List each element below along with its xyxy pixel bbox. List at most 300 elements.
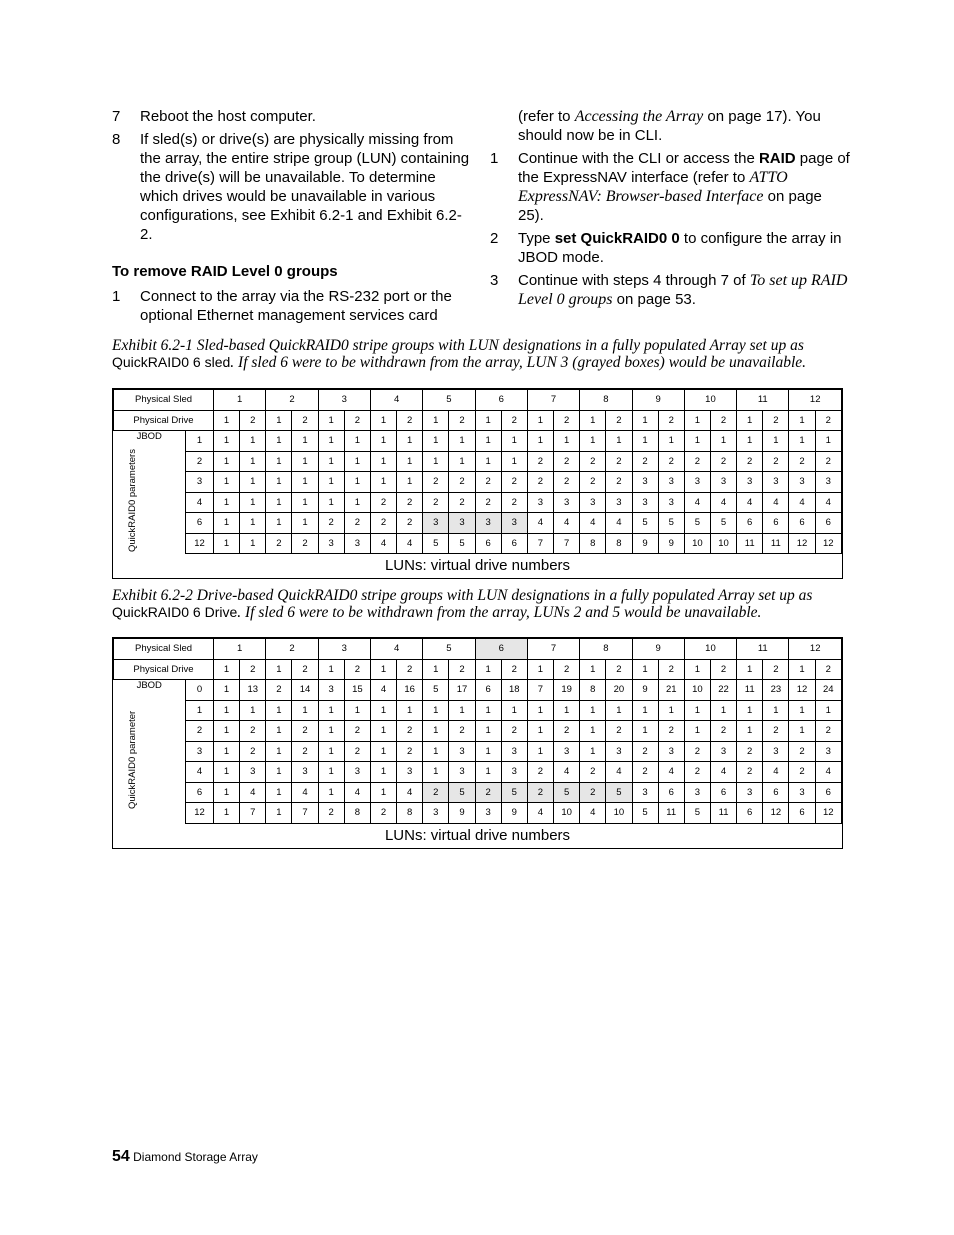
lun-cell: 3 xyxy=(658,741,684,762)
lun-cell: 2 xyxy=(501,472,527,493)
lun-cell: 12 xyxy=(763,803,789,824)
remove-step-1-cont xyxy=(490,149,850,225)
caption-setting: QuickRAID0 6 Drive xyxy=(112,604,238,620)
lun-cell: 3 xyxy=(423,803,449,824)
lun-cell: 1 xyxy=(214,492,240,513)
lun-cell: 2 xyxy=(266,533,292,554)
lun-cell: 1 xyxy=(266,741,292,762)
lun-cell: 1 xyxy=(580,741,606,762)
lun-cell: 2 xyxy=(606,451,632,472)
lun-cell: 9 xyxy=(501,803,527,824)
lun-cell: 2 xyxy=(710,721,736,742)
lun-cell: 1 xyxy=(266,700,292,721)
lun-cell: 12 xyxy=(789,680,815,701)
cross-reference-link[interactable]: To set up RAID Level 0 groups xyxy=(518,272,848,308)
text-run: on page 17). You should now be in CLI. xyxy=(518,108,821,144)
drive-header: 2 xyxy=(606,659,632,680)
lun-cell: 1 xyxy=(527,700,553,721)
lun-cell: 2 xyxy=(397,513,423,534)
lun-cell: 1 xyxy=(214,451,240,472)
parameter-value: 2 xyxy=(186,721,214,742)
lun-cell: 6 xyxy=(710,782,736,803)
lun-cell: 2 xyxy=(423,782,449,803)
row-spacer xyxy=(114,721,186,742)
physical-sled-label: Physical Sled xyxy=(114,390,214,411)
lun-cell: 4 xyxy=(344,782,370,803)
row-spacer xyxy=(114,472,186,493)
lun-cell: 2 xyxy=(580,762,606,783)
lun-cell: 1 xyxy=(501,700,527,721)
lun-cell: 1 xyxy=(710,700,736,721)
lun-cell: 1 xyxy=(370,472,396,493)
lun-cell: 1 xyxy=(240,513,266,534)
parameter-value: 1 xyxy=(186,431,214,452)
lun-cell: 13 xyxy=(240,680,266,701)
lun-cell: 2 xyxy=(370,803,396,824)
lun-cell: 4 xyxy=(710,492,736,513)
sled-header: 11 xyxy=(737,390,789,411)
lun-cell: 1 xyxy=(318,431,344,452)
drive-header: 1 xyxy=(266,410,292,431)
lun-cell: 2 xyxy=(292,533,318,554)
drive-header: 1 xyxy=(370,659,396,680)
lun-cell: 2 xyxy=(580,451,606,472)
text-run: (refer to xyxy=(518,108,575,125)
lun-cell: 6 xyxy=(789,803,815,824)
lun-cell: 2 xyxy=(554,472,580,493)
sled-header: 8 xyxy=(580,639,632,660)
lun-cell: 3 xyxy=(789,782,815,803)
row-spacer xyxy=(114,782,186,803)
drive-header: 1 xyxy=(370,410,396,431)
drive-header: 1 xyxy=(475,410,501,431)
lun-cell: 3 xyxy=(737,782,763,803)
row-spacer xyxy=(114,533,186,554)
lun-cell: 3 xyxy=(632,472,658,493)
sled-header: 12 xyxy=(789,390,842,411)
lun-cell: 23 xyxy=(763,680,789,701)
sled-header: 10 xyxy=(684,639,736,660)
table-row xyxy=(114,431,842,452)
lun-cell: 2 xyxy=(632,741,658,762)
lun-cell: 1 xyxy=(580,431,606,452)
lun-cell: 19 xyxy=(554,680,580,701)
lun-cell: 2 xyxy=(475,782,501,803)
lun-cell: 3 xyxy=(580,492,606,513)
lun-cell: 1 xyxy=(554,700,580,721)
table-row xyxy=(114,680,842,701)
drive-header: 2 xyxy=(449,410,475,431)
cross-reference-link[interactable]: Accessing the Array xyxy=(574,108,704,125)
lun-cell: 1 xyxy=(214,513,240,534)
lun-cell: 4 xyxy=(580,803,606,824)
table-row xyxy=(114,533,842,554)
remove-step-2 xyxy=(490,229,850,267)
lun-cell: 1 xyxy=(318,700,344,721)
lun-cell: 1 xyxy=(475,762,501,783)
lun-cell: 2 xyxy=(789,762,815,783)
lun-cell: 2 xyxy=(344,741,370,762)
lun-cell: 1 xyxy=(684,700,710,721)
lun-cell: 2 xyxy=(658,721,684,742)
lun-cell: 1 xyxy=(397,431,423,452)
lun-cell: 1 xyxy=(789,431,815,452)
lun-cell: 6 xyxy=(501,533,527,554)
lun-cell: 1 xyxy=(527,721,553,742)
lun-label: LUNs: virtual drive numbers xyxy=(384,826,571,844)
document-title: Diamond Storage Array xyxy=(133,1150,258,1164)
lun-cell: 2 xyxy=(449,472,475,493)
row-spacer xyxy=(114,803,186,824)
physical-drive-label: Physical Drive xyxy=(114,659,214,680)
lun-cell: 3 xyxy=(763,741,789,762)
lun-cell: 3 xyxy=(658,492,684,513)
drive-header: 2 xyxy=(658,659,684,680)
drive-header: 1 xyxy=(214,410,240,431)
lun-cell: 1 xyxy=(370,700,396,721)
lun-cell: 1 xyxy=(501,431,527,452)
lun-cell: 3 xyxy=(606,741,632,762)
table-row xyxy=(114,782,842,803)
command-text: set QuickRAID0 0 xyxy=(554,230,680,247)
lun-cell: 8 xyxy=(606,533,632,554)
drive-header: 1 xyxy=(318,410,344,431)
lun-cell: 1 xyxy=(214,782,240,803)
sled-header-row xyxy=(114,639,842,660)
lun-cell: 1 xyxy=(214,741,240,762)
table-row xyxy=(114,451,842,472)
drive-header: 2 xyxy=(344,659,370,680)
lun-cell: 2 xyxy=(501,492,527,513)
parameter-value: 2 xyxy=(186,451,214,472)
lun-cell: 1 xyxy=(449,431,475,452)
caption-text: . If sled 6 were to be withdrawn from the array, LUNs 2 and 5 would be unavailable. xyxy=(237,604,762,621)
drive-header: 1 xyxy=(423,410,449,431)
lun-cell: 1 xyxy=(214,803,240,824)
lun-cell: 2 xyxy=(501,721,527,742)
caption-text: Exhibit 6.2-2 Drive-based QuickRAID0 stripe groups with LUN designations in a fully populated Array set up as xyxy=(112,587,813,604)
drive-header: 1 xyxy=(684,659,710,680)
lun-cell: 2 xyxy=(527,451,553,472)
lun-cell: 12 xyxy=(789,533,815,554)
sled-header-row xyxy=(114,390,842,411)
lun-cell: 1 xyxy=(580,700,606,721)
step-8 xyxy=(112,130,472,244)
text-run: on page 25). xyxy=(518,188,822,224)
drive-header: 1 xyxy=(632,410,658,431)
lun-cell: 1 xyxy=(266,513,292,534)
sled-header: 7 xyxy=(527,639,579,660)
table-row xyxy=(114,721,842,742)
lun-cell: 1 xyxy=(318,741,344,762)
lun-cell: 1 xyxy=(266,782,292,803)
step-text xyxy=(518,229,850,267)
lun-cell: 2 xyxy=(710,451,736,472)
lun-cell: 3 xyxy=(710,741,736,762)
lun-cell: 4 xyxy=(606,762,632,783)
lun-cell: 6 xyxy=(789,513,815,534)
lun-cell: 2 xyxy=(632,762,658,783)
lun-cell: 1 xyxy=(344,431,370,452)
drive-header: 1 xyxy=(423,659,449,680)
lun-cell: 1 xyxy=(397,700,423,721)
lun-cell: 1 xyxy=(266,431,292,452)
sled-header: 12 xyxy=(789,639,842,660)
lun-cell: 3 xyxy=(684,782,710,803)
page-number: 54 xyxy=(112,1148,130,1165)
lun-cell: 3 xyxy=(632,492,658,513)
lun-cell: 1 xyxy=(240,472,266,493)
lun-cell: 10 xyxy=(684,533,710,554)
lun-cell: 3 xyxy=(344,762,370,783)
lun-cell: 5 xyxy=(423,533,449,554)
lun-cell: 2 xyxy=(475,492,501,513)
lun-cell: 1 xyxy=(789,721,815,742)
lun-cell: 4 xyxy=(658,762,684,783)
lun-cell: 21 xyxy=(658,680,684,701)
lun-cell: 1 xyxy=(344,451,370,472)
step-text xyxy=(518,149,850,225)
drive-header: 1 xyxy=(527,410,553,431)
lun-cell: 2 xyxy=(344,513,370,534)
lun-cell: 1 xyxy=(266,451,292,472)
sled-header: 5 xyxy=(423,390,475,411)
lun-cell: 1 xyxy=(370,451,396,472)
drive-header: 1 xyxy=(475,659,501,680)
lun-cell: 4 xyxy=(527,513,553,534)
lun-cell: 24 xyxy=(815,680,841,701)
lun-cell: 2 xyxy=(318,513,344,534)
drive-header: 1 xyxy=(789,659,815,680)
caption-setting: QuickRAID0 6 sled xyxy=(112,354,231,370)
lun-cell: 1 xyxy=(214,472,240,493)
lun-cell: 2 xyxy=(397,492,423,513)
lun-cell: 5 xyxy=(449,782,475,803)
lun-cell: 4 xyxy=(397,533,423,554)
lun-cell: 2 xyxy=(449,721,475,742)
lun-cell: 7 xyxy=(240,803,266,824)
lun-cell: 1 xyxy=(318,492,344,513)
exhibit-caption-1 xyxy=(112,337,842,371)
lun-cell: 4 xyxy=(789,492,815,513)
lun-cell: 2 xyxy=(292,721,318,742)
lun-cell: 1 xyxy=(370,741,396,762)
lun-cell: 1 xyxy=(423,741,449,762)
sled-header: 1 xyxy=(214,639,266,660)
lun-cell: 3 xyxy=(710,472,736,493)
lun-cell: 3 xyxy=(344,533,370,554)
lun-cell: 3 xyxy=(397,762,423,783)
lun-cell: 6 xyxy=(815,513,841,534)
lun-cell: 1 xyxy=(658,700,684,721)
lun-cell: 1 xyxy=(606,431,632,452)
lun-cell: 3 xyxy=(554,492,580,513)
lun-cell: 5 xyxy=(684,513,710,534)
lun-cell: 4 xyxy=(370,533,396,554)
lun-cell: 4 xyxy=(815,762,841,783)
lun-cell: 1 xyxy=(632,431,658,452)
caption-text: . If sled 6 were to be withdrawn from the array, LUN 3 (grayed boxes) would be unavailable. xyxy=(230,354,807,371)
step-continuation xyxy=(518,107,850,145)
lun-cell: 1 xyxy=(580,721,606,742)
lun-cell: 1 xyxy=(527,741,553,762)
lun-cell: 1 xyxy=(423,721,449,742)
sled-header: 8 xyxy=(580,390,632,411)
lun-cell: 6 xyxy=(815,782,841,803)
lun-cell: 1 xyxy=(684,721,710,742)
drive-header: 2 xyxy=(501,659,527,680)
lun-cell: 1 xyxy=(397,451,423,472)
vertical-axis-label: QuickRAID0 parameter xyxy=(127,710,138,810)
lun-cell: 11 xyxy=(737,680,763,701)
step-number: 1 xyxy=(112,288,121,305)
drive-header: 2 xyxy=(292,659,318,680)
lun-cell: 1 xyxy=(449,451,475,472)
lun-cell: 3 xyxy=(815,472,841,493)
lun-cell: 1 xyxy=(266,762,292,783)
lun-cell: 1 xyxy=(475,451,501,472)
left-column xyxy=(112,107,472,329)
drive-header: 1 xyxy=(318,659,344,680)
lun-cell: 2 xyxy=(475,472,501,493)
lun-cell: 3 xyxy=(763,472,789,493)
lun-cell: 2 xyxy=(527,782,553,803)
lun-cell: 1 xyxy=(292,451,318,472)
lun-cell: 1 xyxy=(292,472,318,493)
lun-cell: 1 xyxy=(318,451,344,472)
lun-cell: 3 xyxy=(554,741,580,762)
parameter-value: 12 xyxy=(186,803,214,824)
jbod-label: JBOD xyxy=(114,680,186,701)
lun-cell: 3 xyxy=(292,762,318,783)
lun-cell: 2 xyxy=(684,762,710,783)
parameter-value: 4 xyxy=(186,492,214,513)
lun-cell: 1 xyxy=(737,700,763,721)
lun-cell: 4 xyxy=(554,762,580,783)
physical-sled-label: Physical Sled xyxy=(114,639,214,660)
step-number: 1 xyxy=(490,150,499,167)
cross-reference-link[interactable]: ATTO ExpressNAV: Browser-based Interface xyxy=(518,169,788,205)
lun-cell: 2 xyxy=(684,451,710,472)
drive-header: 2 xyxy=(344,410,370,431)
lun-cell: 2 xyxy=(789,741,815,762)
lun-cell: 1 xyxy=(370,782,396,803)
drive-header: 2 xyxy=(763,659,789,680)
sled-header: 3 xyxy=(318,390,370,411)
lun-cell: 2 xyxy=(370,513,396,534)
lun-cell: 5 xyxy=(554,782,580,803)
lun-cell: 1 xyxy=(214,680,240,701)
text-run: Continue with the CLI or access the xyxy=(518,150,759,167)
lun-cell: 1 xyxy=(501,451,527,472)
exhibit-table-2 xyxy=(112,637,843,849)
drive-header: 2 xyxy=(397,410,423,431)
sled-header: 2 xyxy=(266,390,318,411)
drive-header: 1 xyxy=(527,659,553,680)
lun-cell: 1 xyxy=(475,741,501,762)
step-text xyxy=(518,271,850,309)
lun-cell: 11 xyxy=(710,803,736,824)
lun-cell: 1 xyxy=(423,762,449,783)
drive-header: 1 xyxy=(580,659,606,680)
lun-cell: 8 xyxy=(397,803,423,824)
lun-cell: 1 xyxy=(737,431,763,452)
remove-step-3 xyxy=(490,271,850,309)
lun-cell: 3 xyxy=(527,492,553,513)
step-text: If sled(s) or drive(s) are physically missing from the array, the entire stripe group (LUN) containing the drive(s) will be unavailable. To determine which drives would be unavailable in various configurations, see Exhibit 6.2-1 and Exhibit 6.2-2. xyxy=(140,131,470,243)
lun-cell: 2 xyxy=(370,492,396,513)
lun-cell: 1 xyxy=(449,700,475,721)
lun-cell: 1 xyxy=(789,700,815,721)
lun-cell: 3 xyxy=(632,782,658,803)
lun-cell: 3 xyxy=(815,741,841,762)
lun-cell: 6 xyxy=(737,803,763,824)
lun-cell: 3 xyxy=(606,492,632,513)
lun-cell: 2 xyxy=(632,451,658,472)
parameter-value: 12 xyxy=(186,533,214,554)
section-heading: To remove RAID Level 0 groups xyxy=(112,263,338,280)
page-footer xyxy=(112,1148,258,1166)
lun-cell: 4 xyxy=(763,762,789,783)
drive-header: 2 xyxy=(449,659,475,680)
lun-cell: 6 xyxy=(475,533,501,554)
sled-header: 7 xyxy=(527,390,579,411)
lun-cell: 2 xyxy=(815,721,841,742)
lun-cell: 2 xyxy=(292,741,318,762)
lun-cell: 1 xyxy=(815,700,841,721)
lun-cell: 3 xyxy=(240,762,266,783)
lun-cell: 1 xyxy=(266,803,292,824)
lun-cell: 15 xyxy=(344,680,370,701)
row-spacer xyxy=(114,762,186,783)
lun-cell: 9 xyxy=(658,533,684,554)
lun-cell: 1 xyxy=(214,533,240,554)
lun-cell: 1 xyxy=(370,721,396,742)
lun-cell: 3 xyxy=(501,513,527,534)
lun-cell: 1 xyxy=(370,762,396,783)
lun-cell: 5 xyxy=(684,803,710,824)
drive-header: 2 xyxy=(240,659,266,680)
lun-cell: 1 xyxy=(214,700,240,721)
lun-cell: 5 xyxy=(710,513,736,534)
lun-cell: 1 xyxy=(318,472,344,493)
jbod-label: JBOD xyxy=(114,431,186,452)
lun-cell: 2 xyxy=(580,472,606,493)
lun-cell: 1 xyxy=(606,700,632,721)
drive-header: 2 xyxy=(710,410,736,431)
lun-cell: 1 xyxy=(344,700,370,721)
lun-cell: 2 xyxy=(449,492,475,513)
lun-cell: 1 xyxy=(214,762,240,783)
lun-cell: 7 xyxy=(527,680,553,701)
lun-cell: 1 xyxy=(240,533,266,554)
lun-cell: 1 xyxy=(554,431,580,452)
lun-cell: 4 xyxy=(737,492,763,513)
drive-header: 2 xyxy=(292,410,318,431)
lun-cell: 1 xyxy=(475,431,501,452)
lun-cell: 10 xyxy=(554,803,580,824)
lun-cell: 3 xyxy=(318,533,344,554)
lun-cell: 2 xyxy=(240,721,266,742)
lun-cell: 3 xyxy=(449,741,475,762)
lun-cell: 2 xyxy=(658,451,684,472)
lun-cell: 4 xyxy=(815,492,841,513)
step-number: 3 xyxy=(490,272,499,289)
lun-cell: 1 xyxy=(266,721,292,742)
lun-cell: 3 xyxy=(449,513,475,534)
lun-cell: 1 xyxy=(423,451,449,472)
text-run: page of the ExpressNAV interface (refer to xyxy=(518,150,850,186)
